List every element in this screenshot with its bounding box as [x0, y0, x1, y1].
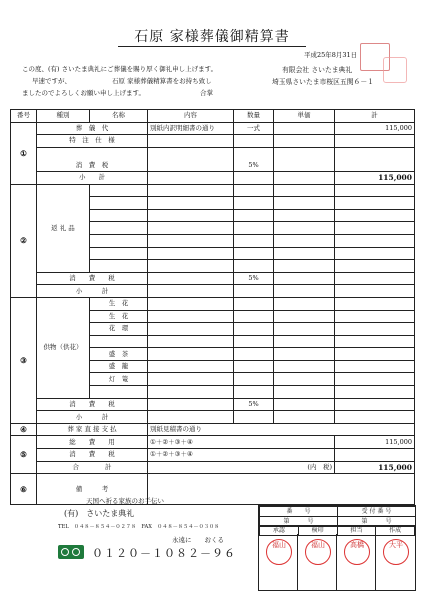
footer-motto: 永遠に おくる: [172, 536, 224, 544]
free-dial-number: ０１２０－１０８２－９６: [92, 547, 236, 560]
tax-rate: 5%: [234, 398, 274, 411]
section-number: ②: [11, 184, 37, 297]
offering-item: 生 花: [90, 297, 148, 310]
company-address: 埼玉県さいたま市桜区五関６－１: [272, 78, 374, 86]
grand-cost: 115,000: [335, 436, 415, 449]
section-number: ④: [11, 423, 37, 436]
header-name: 名称: [90, 110, 148, 123]
greeting-line-2: 早速ですが、: [32, 77, 71, 85]
tax-label: 消 費 税: [37, 272, 148, 285]
reception-box: [258, 505, 416, 591]
footer-tel-fax: TEL ０４８－８５４－０２７８ FAX ０４８－８５４－０３０８: [58, 524, 220, 530]
header-number: 番号: [11, 110, 37, 123]
date: 平成25年8月31日: [304, 51, 358, 59]
header-quantity: 数量: [234, 110, 274, 123]
subtotal-label: 小 計: [37, 285, 148, 298]
section-number: ①: [11, 122, 37, 184]
section-number: ⑥: [11, 474, 37, 505]
greeting-line-3: ましたのでよろしくお願い申し上げます。: [22, 89, 145, 97]
remarks-field: [148, 474, 415, 505]
free-dial-icon: [58, 545, 84, 559]
subtotal-value: 115,000: [335, 171, 415, 184]
offering-item: 生 花: [90, 310, 148, 323]
offering-item: 花 環: [90, 323, 148, 336]
offering-item: [90, 335, 148, 348]
offering-item: 盛 茶: [90, 348, 148, 361]
item-content: 別紙見積書の通り: [148, 423, 415, 436]
remarks-label: 備 考: [37, 474, 148, 505]
footer-tagline: 天国へ祈る家族のお手伝い: [86, 497, 164, 505]
tax-label: 消 費 税: [37, 398, 148, 411]
role-charge: 担当: [337, 526, 376, 536]
item-name: 葬 儀 代: [37, 122, 148, 135]
tax-rate: 5%: [234, 272, 274, 285]
header-type: 種別: [37, 110, 90, 123]
item-content: 別紙内訳明細書の通り: [148, 122, 234, 135]
item-quantity: 一式: [234, 122, 274, 135]
role-inspection: 検印: [298, 526, 337, 536]
grand-total-label: 合 計: [37, 461, 148, 474]
item-content: ①＋②＋③＋④: [148, 449, 335, 462]
item-content: ①＋②＋③＋④: [148, 436, 335, 449]
section-type: 供物（供花）: [37, 297, 90, 398]
subtotal-label: 小 計: [37, 411, 148, 424]
offering-item: 盛 籠: [90, 360, 148, 373]
greeting-gassho: 合掌: [200, 89, 213, 97]
section-number: ③: [11, 297, 37, 423]
grand-total-value: 115,000: [335, 461, 415, 474]
title-underline: [118, 46, 306, 47]
tax-label: 消 費 税: [37, 159, 148, 171]
header-content: 内容: [148, 110, 234, 123]
section-number: ⑤: [11, 436, 37, 474]
greeting-line-2b: 石原 家様葬儀精算書をお持ち致し: [112, 77, 212, 85]
subtotal-label: 小 計: [37, 171, 148, 184]
item-name: 葬 家 直 接 支 払: [37, 423, 148, 436]
reception-number-value: 第 号: [338, 517, 416, 527]
tax-rate: 5%: [234, 159, 274, 171]
company-seal-2: [383, 57, 407, 83]
page-title: 石原 家様葬儀御精算書: [134, 29, 290, 45]
greeting-line-1: この度、(有) さいたま典礼にご葬儀を賜り厚く御礼申し上げます。: [22, 65, 218, 73]
role-approval: 承認: [260, 526, 299, 536]
section-type: 返 礼 品: [37, 184, 90, 272]
seal-prepared: 大平: [383, 539, 409, 565]
item-name: 消 費 税: [37, 449, 148, 462]
item-name: 総 費 用: [37, 436, 148, 449]
tax-included-note: (内 税): [148, 461, 335, 474]
header-total: 計: [335, 110, 415, 123]
footer-company: (有) さいたま典礼: [64, 509, 135, 518]
item-total: 115,000: [335, 122, 415, 135]
seal-inspection: 福山: [305, 539, 331, 565]
reception-number-header: 受 付 番 号: [338, 507, 416, 517]
seal-approval: 福山: [266, 539, 292, 565]
seal-charge: 高橋: [344, 539, 370, 565]
offering-item: 灯 篭: [90, 373, 148, 386]
header-unit-price: 単価: [274, 110, 335, 123]
number-value: 第 号: [260, 517, 338, 527]
role-prepared: 作成: [376, 526, 415, 536]
item-name: 特 注 仕 様: [37, 135, 148, 148]
number-header: 番 号: [260, 507, 338, 517]
company-name: 有限会社 さいたま典礼: [282, 66, 353, 74]
settlement-table: [10, 109, 415, 505]
table-header-row: [11, 110, 415, 123]
